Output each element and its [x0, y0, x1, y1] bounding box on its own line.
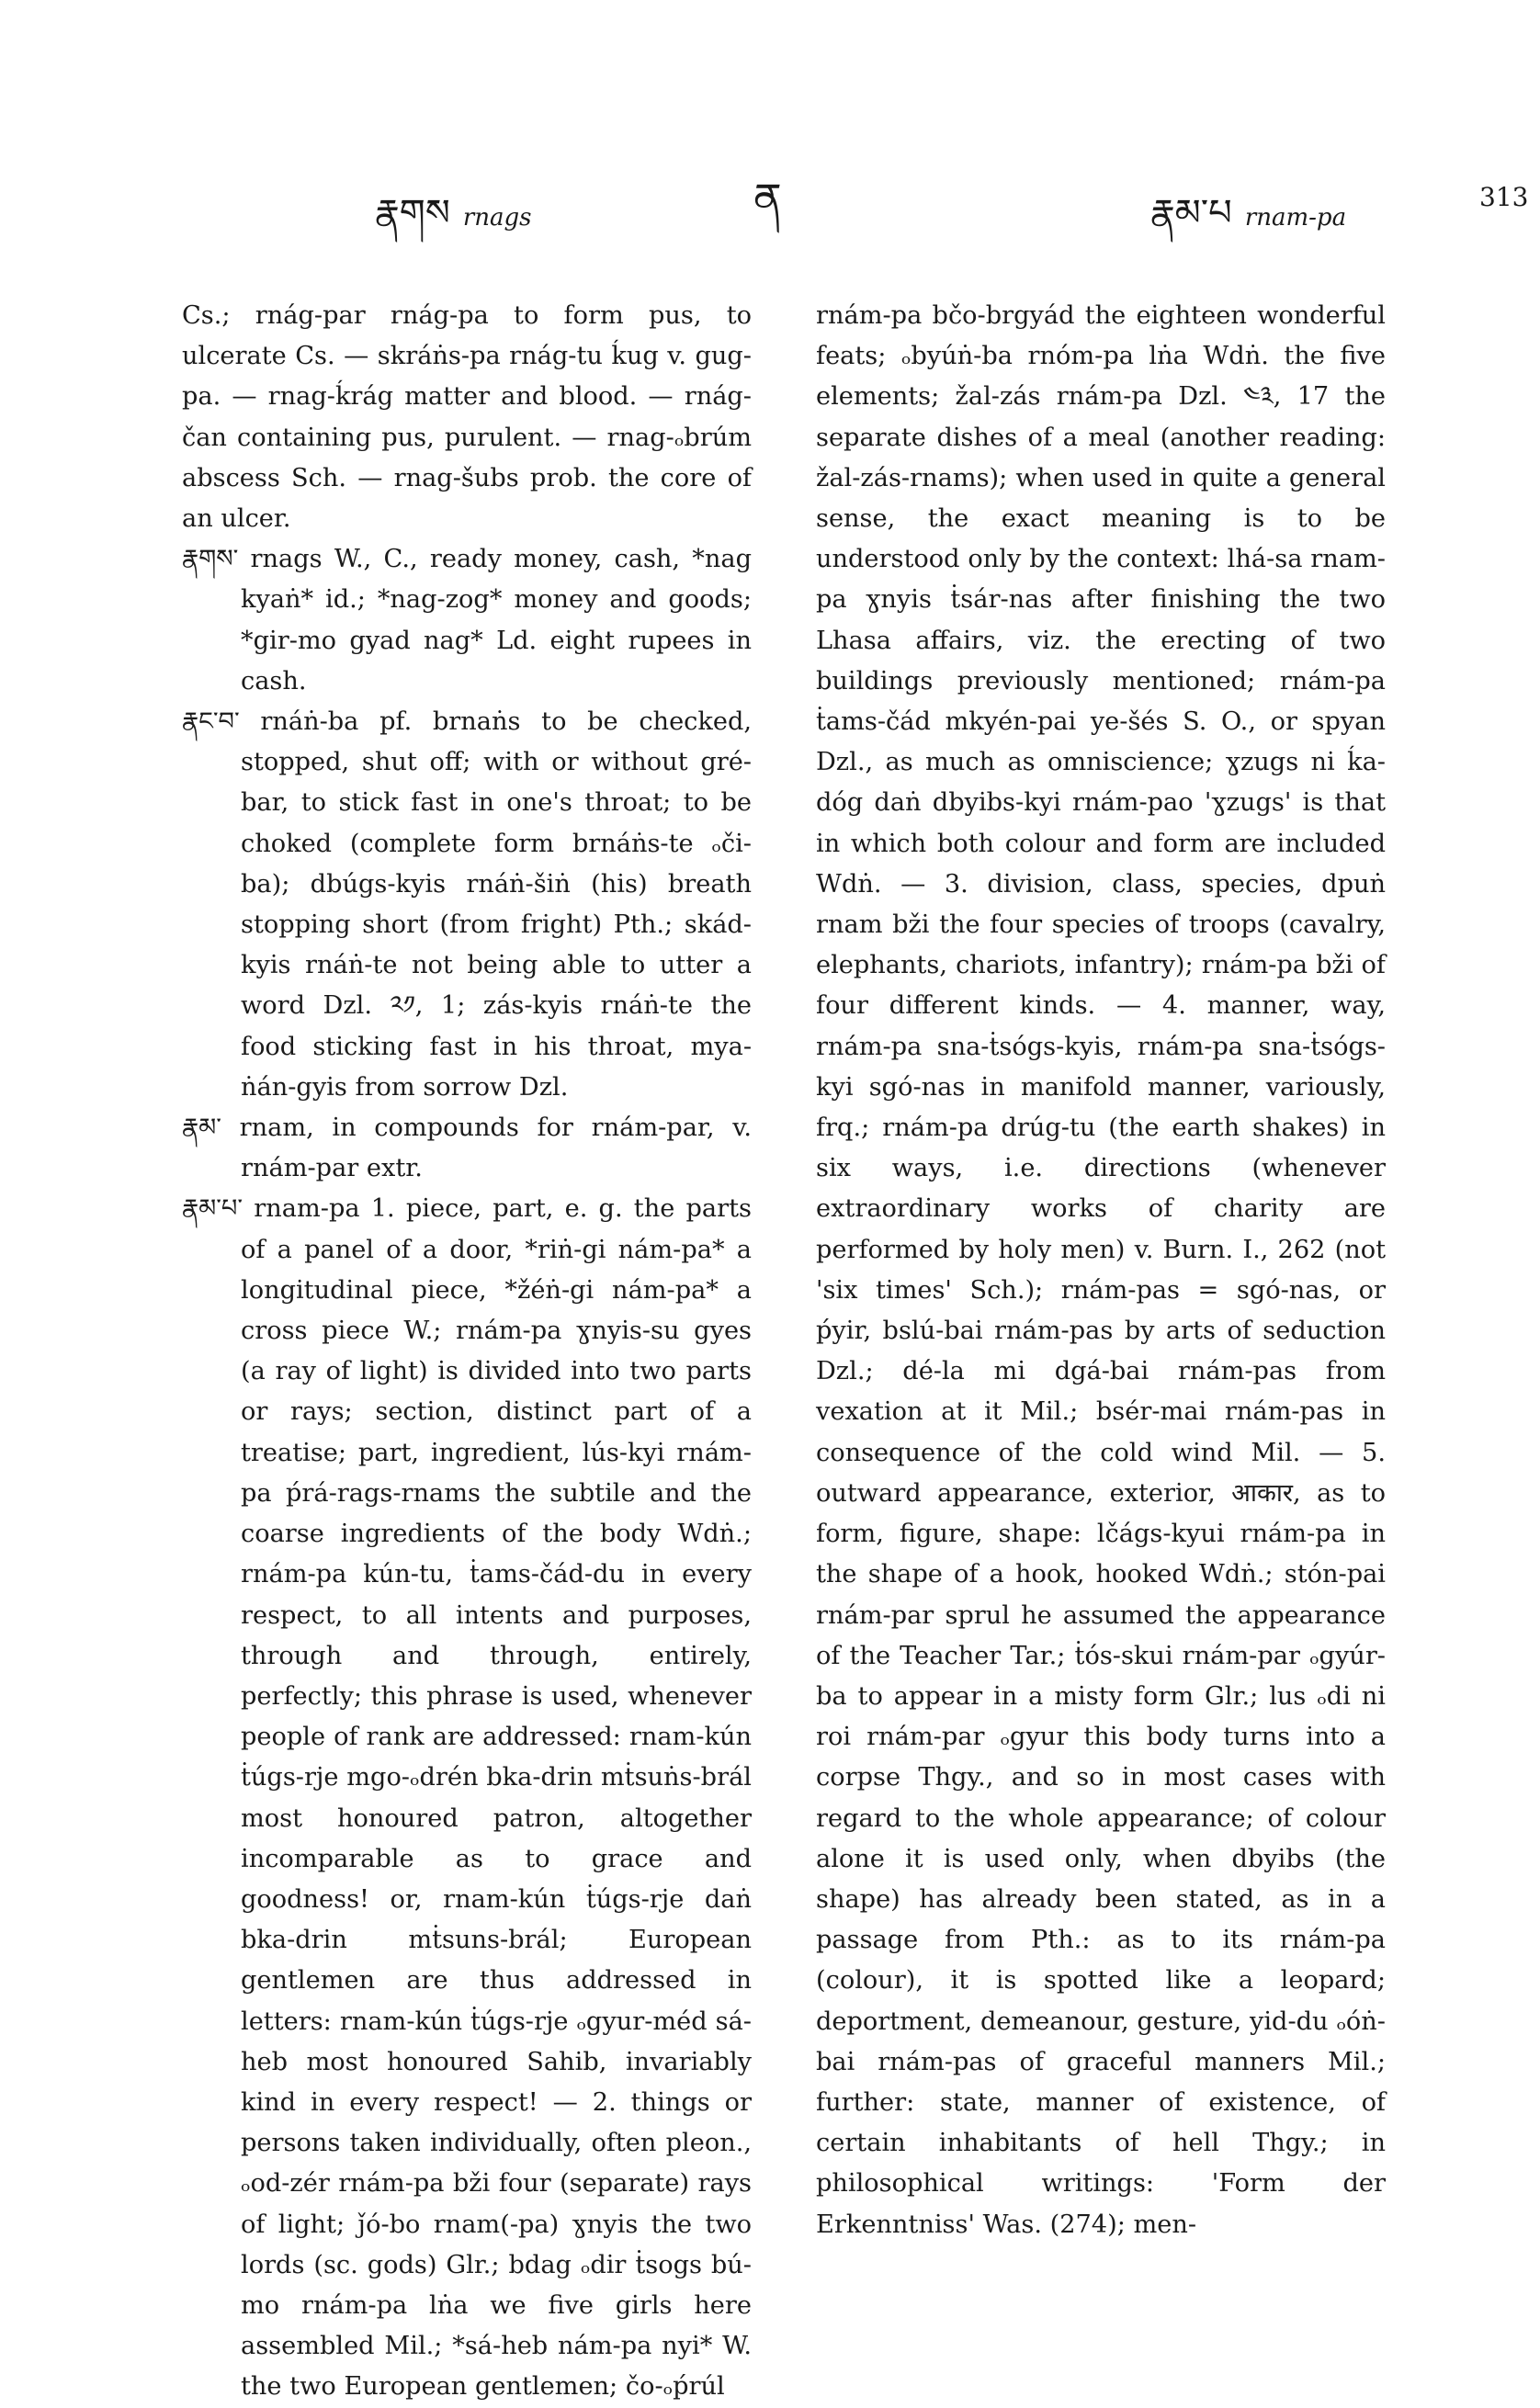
entry-rnags: རྣགས་ rnags W., C., ready money, cash, *nag kyaṅ* id.; *nag-zog* money and goods; *gir-mo gyad nag* Ld. eight rupees in cash.: [182, 545, 752, 695]
header-center-letter: ན: [753, 174, 782, 223]
entry-rnam-pa-continued: rnám-pa bčo-brgyád the eighteen wonderful feats; ₒbyúṅ-ba rnóm-pa lṅa Wdṅ. the five elements; žal-zás rnám-pa Dzl. ༤༣, 17 the separate dishes of a meal (another reading: žal-zás-rnams); when used in quite a general sense, the exact meaning is to be understood only by the context: lhá-sa rnam-pa ɣnyis ṫsár-nas after finishing the two Lhasa affairs, viz. the erecting of two buildings previously mentioned; rnám-pa ṫams-čád mkyén-pai ye-šés S. O., or spyan Dzl., as much as omniscience; ɣzugs ni ḱa-dóg daṅ dbyibs-kyi rnám-pao 'ɣzugs' is that in which both colour and form are included Wdṅ. — 3. division, class, species, dpuṅ rnam bži the four species of troops (cavalry, elephants, chariots, infantry); rnám-pa bži of four different kinds. — 4. manner, way, rnám-pa sna-ṫsógs-kyis, rnám-pa sna-ṫsógs-kyi sgó-nas in manifold manner, variously, frq.; rnám-pa drúg-tu (the earth shakes) in six ways, i.e. directions (whenever extraordinary works of charity are performed by holy men) v. Burn. I., 262 (not 'six times' Sch.); rnám-pas = sgó-nas, or ṕyir, bslú-bai rnám-pas by arts of seduction Dzl.; dé-la mi dgá-bai rnám-pas from vexation at it Mil.; bsér-mai rnám-pas in consequence of the cold wind Mil. — 5. outward appearance, exterior, आकार, as to form, figure, shape: lčágs-kyui rnám-pa in the shape of a hook, hooked Wdṅ.; stón-pai rnám-par sprul he assumed the appearance of the Teacher Tar.; ṫós-skui rnám-par ₒgyúr-ba to appear in a misty form Glr.; lus ₒdi ni roi rnám-par ₒgyur this body turns into a corpse Thgy., and so in most cases with regard to the whole appearance; of colour alone it is used only, when dbyibs (the shape) has already been stated, as in a passage from Pth.: as to its rnám-pa (colour), it is spotted like a leopard; deportment, demeanour, gesture, yid-du ₒóṅ-bai rnám-pas of graceful manners Mil.; further: state, manner of existence, of certain inhabitants of hell Thgy.; in philosophical writings: 'Form der Erkenntniss' Was. (274); men-: [816, 301, 1386, 2239]
running-header-left: [375, 171, 532, 234]
running-header-right: [1150, 171, 1347, 234]
header-right-roman: rnam-pa: [1244, 204, 1347, 232]
entry-rnam: རྣམ་ rnam, in compounds for rnám-par, v. rnám-par extr.: [182, 1114, 752, 1183]
page-number: 313: [1479, 182, 1529, 212]
header-left-roman: rnags: [462, 204, 532, 232]
entry-rnam-pa: རྣམ་པ་ rnam-pa 1. piece, part, e. g. the parts of a panel of a door, *riṅ-gi nám-pa* a longitudinal piece, *žéṅ-gi nám-pa* a cross piece W.; rnám-pa ɣnyis-su gyes (a ray of light) is divided into two parts or rays; section, distinct part of a treatise; part, ingredient, lús-kyi rnám-pa ṕrá-rags-rnams the subtile and the coarse ingredients of the body Wdṅ.; rnám-pa kún-tu, ṫams-čád-du in every respect, to all intents and purposes, through and through, entirely, perfectly; this phrase is used, whenever people of rank are addressed: rnam-kún ṫúgs-rje mgo-ₒdrén bka-drin mṫsuṅs-brál most honoured patron, altogether incomparable as to grace and goodness! or, rnam-kún ṫúgs-rje daṅ bka-drin mṫsuns-brál; European gentlemen are thus addressed in letters: rnam-kún ṫúgs-rje ₒgyur-méd sá-heb most honoured Sahib, invariably kind in every respect! — 2. things or persons taken individually, often pleon., ₒod-zér rnám-pa bži four (separate) rays of light; ǰó-bo rnam(-pa) ɣnyis the two lords (sc. gods) Glr.; bdag ₒdir ṫsogs bú-mo rnám-pa lṅa we five girls here assembled Mil.; *sá-heb nám-pa nyi* W. the two European gentlemen; čo-ₒṕrúl: [182, 1194, 752, 2402]
header-right-tibetan: རྣམ་པ: [1150, 192, 1232, 234]
header-left-tibetan: རྣགས: [375, 192, 450, 234]
entry-continuation-rnag: Cs.; rnág-par rnág-pa to form pus, to ulcerate Cs. — skráṅs-pa rnág-tu ḱug v. gug-pa. — rnag-ḱrág matter and blood. — rnág-čan containing pus, purulent. — rnag-ₒbrúm abscess Sch. — rnag-šubs prob. the core of an ulcer.: [182, 301, 752, 534]
entry-rnan-ba: རྣང་བ་ rnáṅ-ba pf. brnaṅs to be checked, stopped, shut off; with or without gré-bar, to stick fast in one's throat; to be choked (complete form brnáṅs-te ₒči-ba); dbúgs-kyis rnáṅ-šiṅ (his) breath stopping short (from fright) Pth.; skád-kyis rnáṅ-te not being able to utter a word Dzl. ༢༡, 1; zás-kyis rnáṅ-te the food sticking fast in his throat, mya-ṅán-gyis from sorrow Dzl.: [182, 707, 752, 1102]
left-column: [182, 296, 752, 2408]
right-column: [816, 296, 1386, 2245]
